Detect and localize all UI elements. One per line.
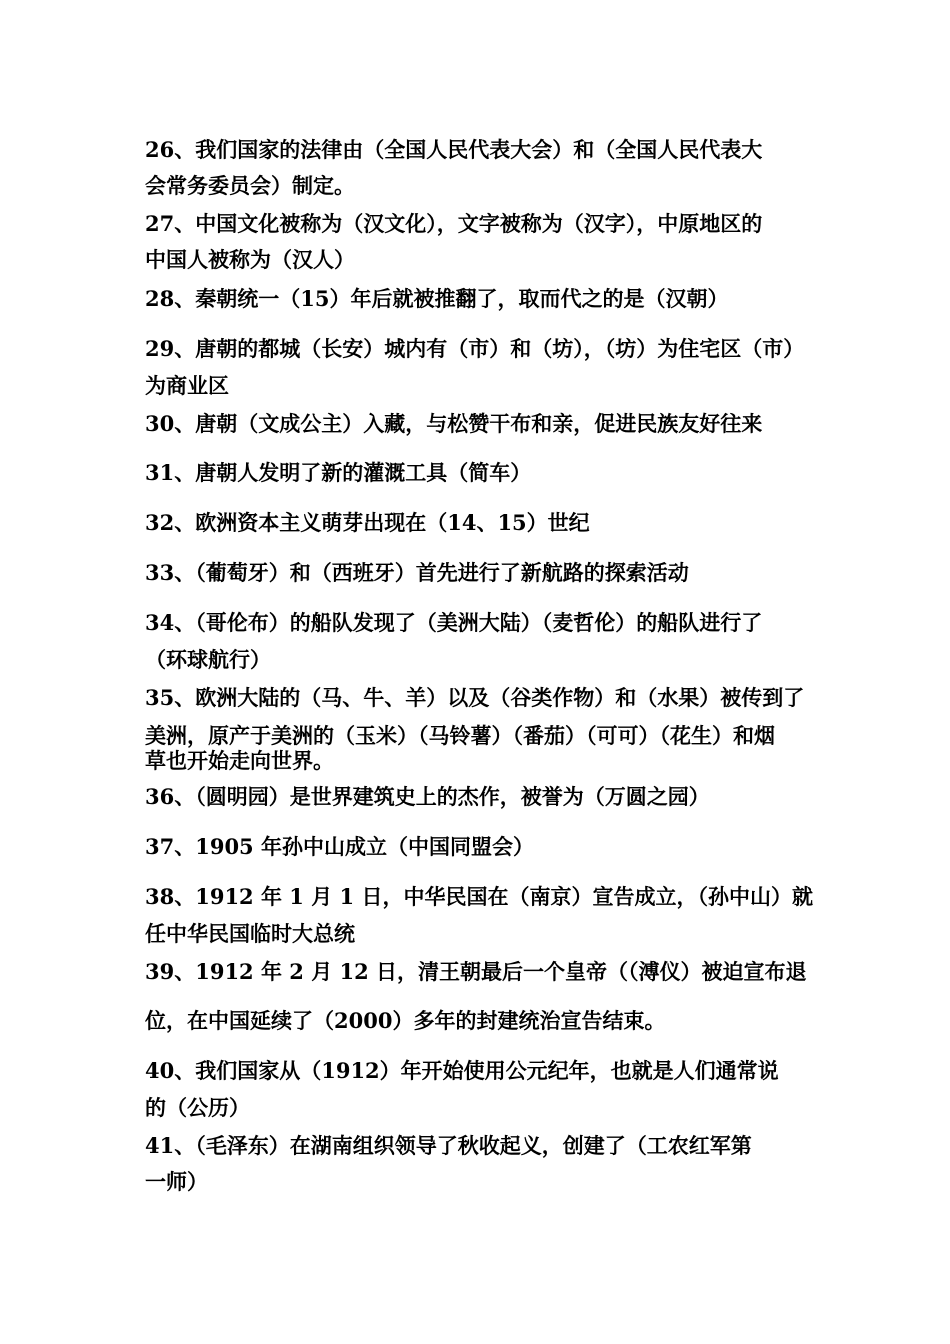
text-line: 38、1912 年 1 月 1 日，中华民国在（南京）宣告成立，（孙中山）就	[145, 884, 813, 909]
text-line: （环球航行）	[145, 647, 271, 672]
text-line: 26、我们国家的法律由（全国人民代表大会）和（全国人民代表大	[145, 137, 763, 162]
text-line: 任中华民国临时大总统	[145, 921, 355, 946]
text-line: 41、（毛泽东）在湖南组织领导了秋收起义，创建了（工农红军第	[145, 1133, 752, 1158]
text-line: 34、（哥伦布）的船队发现了（美洲大陆）（麦哲伦）的船队进行了	[145, 610, 763, 635]
text-line: 35、欧洲大陆的（马、牛、羊）以及（谷类作物）和（水果）被传到了	[145, 685, 805, 710]
text-line: 一师）	[145, 1169, 208, 1194]
text-line: 40、我们国家从（1912）年开始使用公元纪年，也就是人们通常说	[145, 1058, 779, 1083]
text-line: 中国人被称为（汉人）	[145, 247, 355, 272]
text-line: 会常务委员会）制定。	[145, 173, 355, 198]
text-line: 32、欧洲资本主义萌芽出现在（14、15）世纪	[145, 510, 590, 535]
text-line: 30、唐朝（文成公主）入藏，与松赞干布和亲，促进民族友好往来	[145, 411, 763, 436]
text-line: 27、中国文化被称为（汉文化），文字被称为（汉字），中原地区的	[145, 211, 763, 236]
text-line: 29、唐朝的都城（长安）城内有（市）和（坊），（坊）为住宅区（市）	[145, 336, 805, 361]
text-line: 36、（圆明园）是世界建筑史上的杰作，被誉为（万圆之园）	[145, 784, 710, 809]
text-line: 美洲，原产于美洲的（玉米）（马铃薯）（番茄）（可可）（花生）和烟	[145, 723, 775, 748]
text-line: 的（公历）	[145, 1095, 250, 1120]
text-line: 为商业区	[145, 373, 229, 398]
text-line: 31、唐朝人发明了新的灌溉工具（简车）	[145, 460, 532, 485]
text-line: 33、（葡萄牙）和（西班牙）首先进行了新航路的探索活动	[145, 560, 689, 585]
text-line: 28、秦朝统一（15）年后就被推翻了，取而代之的是（汉朝）	[145, 286, 729, 311]
text-line: 37、1905 年孙中山成立（中国同盟会）	[145, 834, 534, 859]
text-line: 草也开始走向世界。	[145, 748, 334, 773]
text-line: 位，在中国延续了（2000）多年的封建统治宣告结束。	[145, 1008, 666, 1033]
text-line: 39、1912 年 2 月 12 日，清王朝最后一个皇帝（（溥仪）被迫宣布退	[145, 959, 807, 984]
